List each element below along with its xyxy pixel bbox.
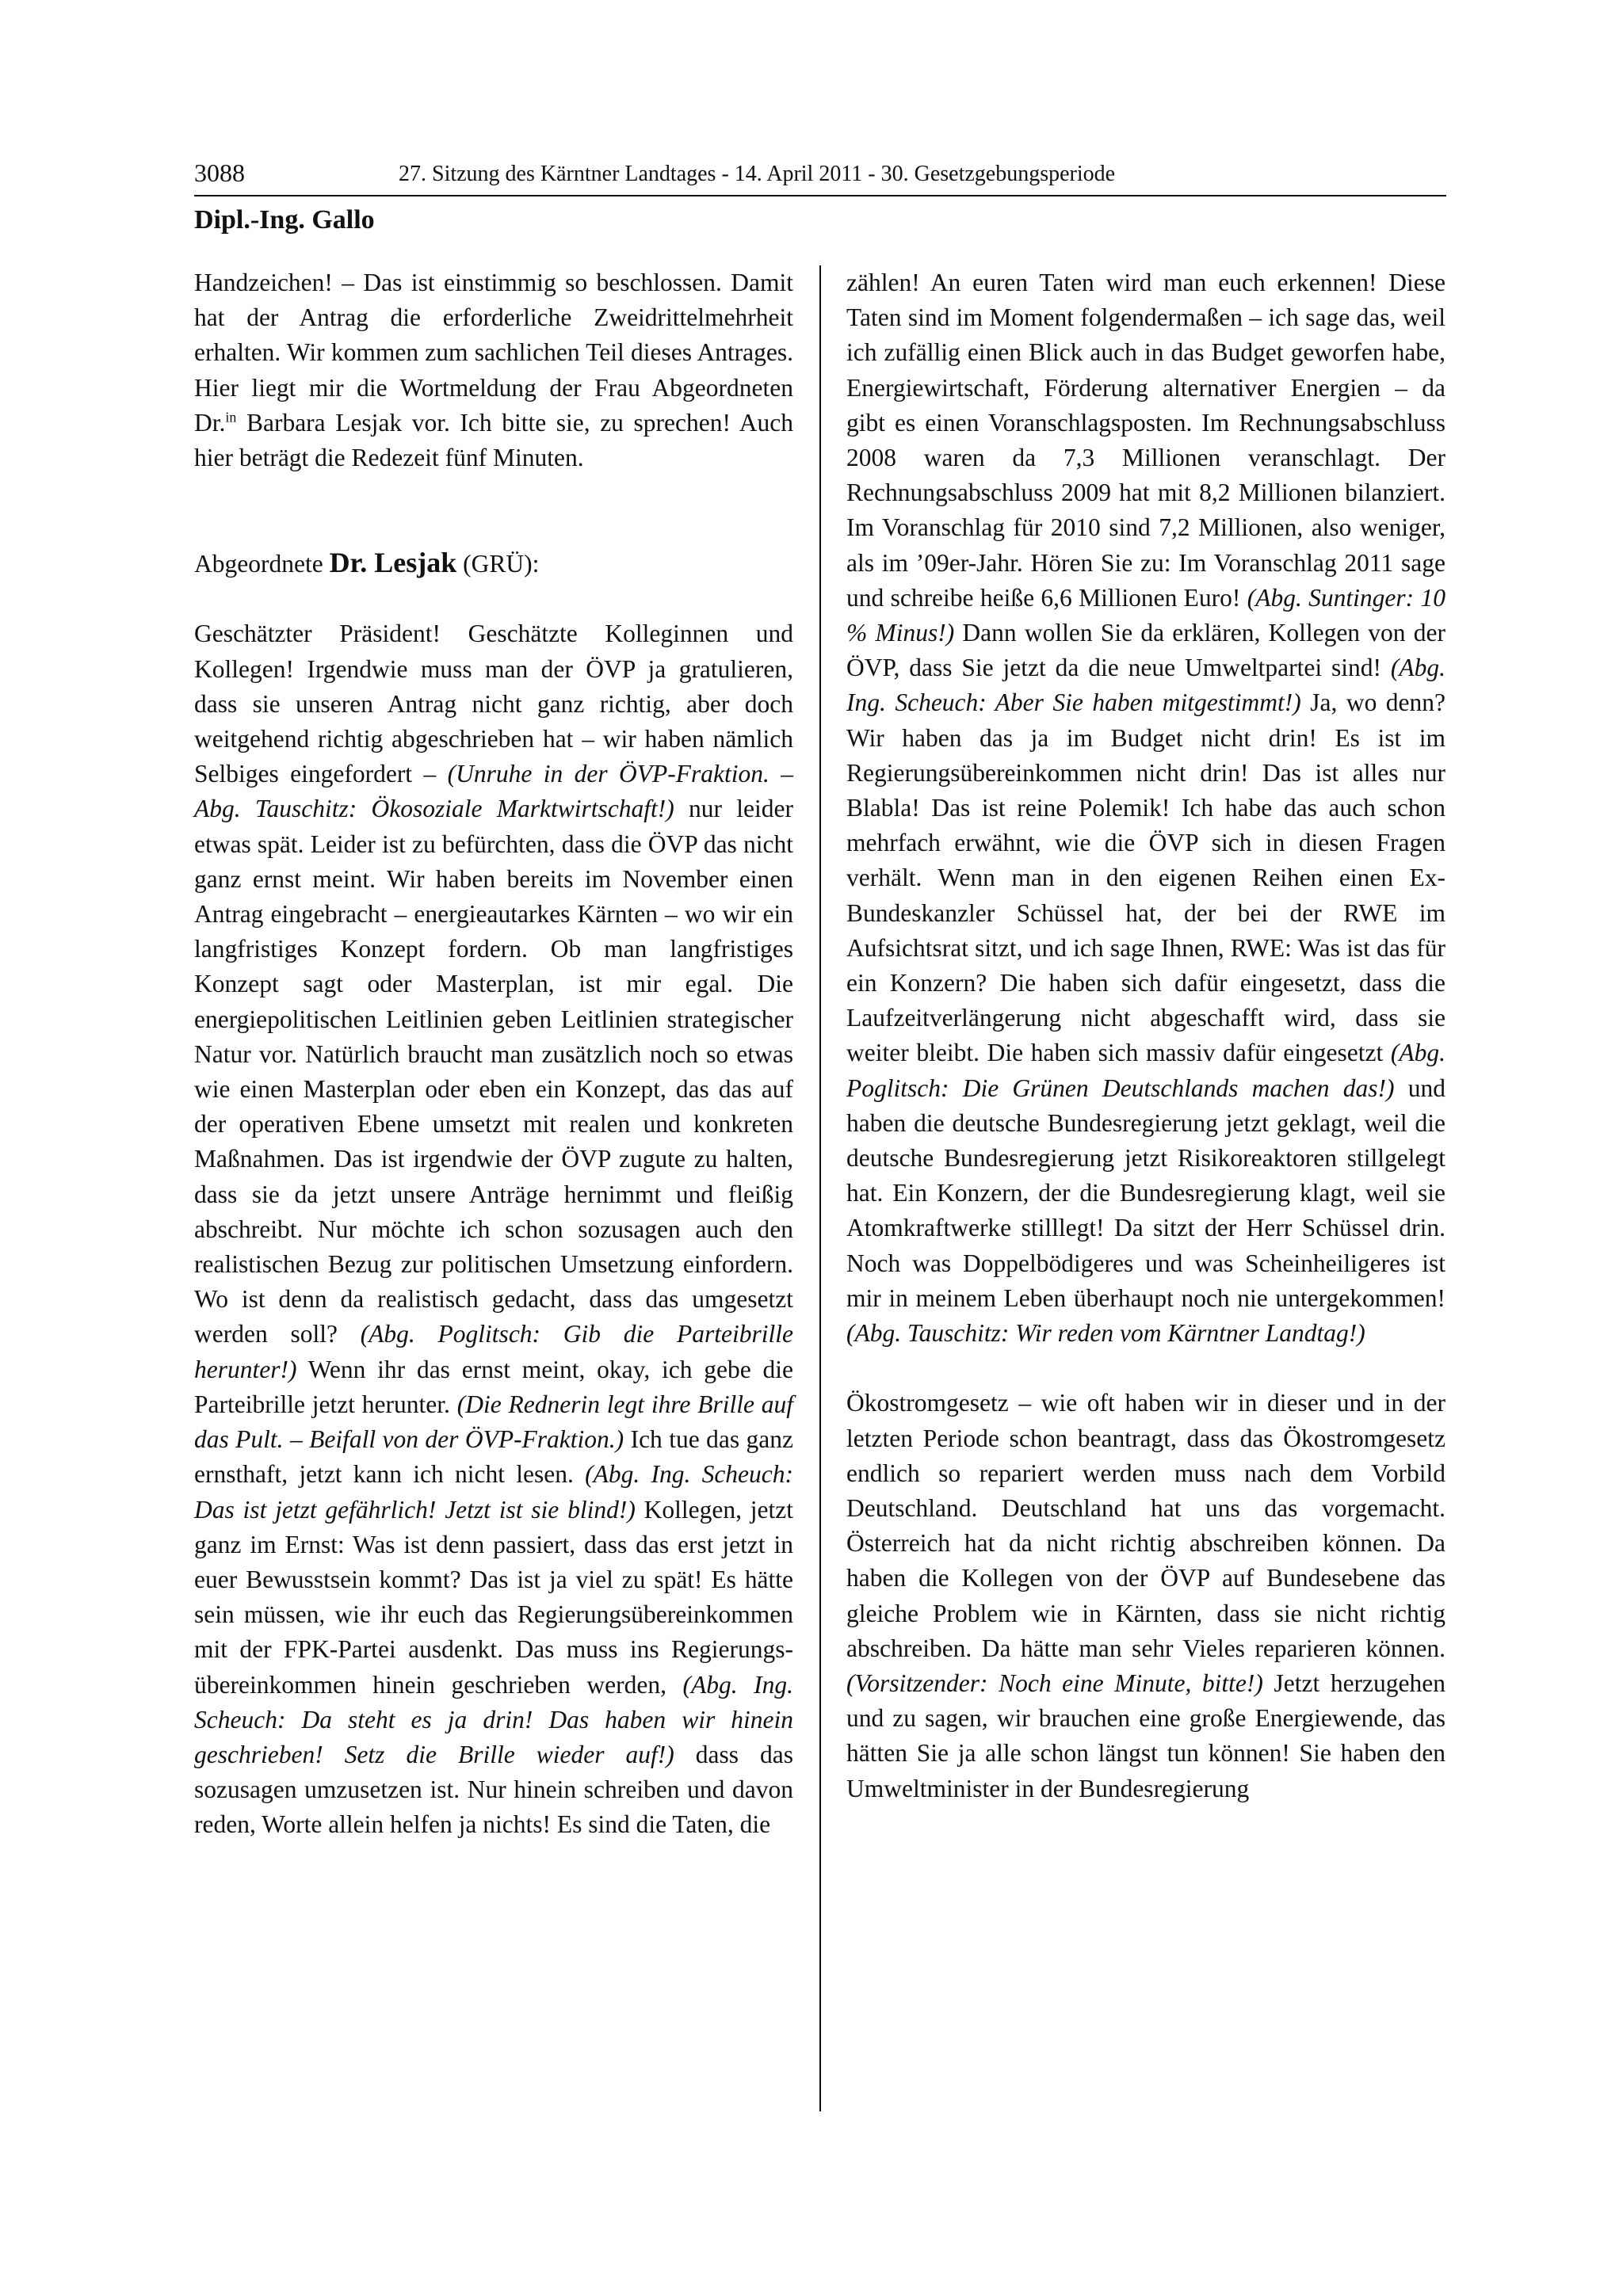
interjection: (Vorsitzender: Noch eine Minute, bitte!) bbox=[846, 1669, 1263, 1697]
speech-text: und haben die deutsche Bundesregierung jetzt geklagt, weil die deutsche Bundesregierung jetzt Risikoreaktoren stillgelegt hat. Ein Konzern, der die Bundesregierung klagt, weil sie Atomkraftwerke stilllegt! Da sitzt der Herr Schüssel drin. Noch was Doppelbödigeres und was Scheinheiligeres ist mir in meinem Leben überhaupt noch nie untergekommen! bbox=[846, 1074, 1445, 1312]
interjection: (Abg. Poglitsch: Gib die Parteibrille herunter!) bbox=[194, 1320, 793, 1383]
speech-text: Ökostromgesetz – wie oft haben wir in dieser und in der letzten Periode schon beantragt, dass das Ökostromgesetz endlich so repariert werden muss nach dem Vorbild Deutschland. Deutschland hat uns das vorgemacht. Österreich hat da nicht richtig abschreiben können. Da haben die Kollegen von der ÖVP auf Bundesebene das gleiche Problem wie in Kärnten, dass sie nicht richtig abschreiben. Da hätte man sehr Vieles reparieren können. bbox=[846, 1389, 1445, 1662]
interjection: (Abg. Tauschitz: Wir reden vom Kärntner Landtag!) bbox=[846, 1319, 1365, 1348]
interjection: (Abg. Ing. Scheuch: Aber Sie haben mitgestimmt!) bbox=[846, 654, 1445, 717]
left-column bbox=[194, 265, 793, 1843]
speech-text: Ja, wo denn? Wir haben das ja im Budget nicht drin! Es ist im Regierungsübereinkommen nicht drin! Das ist alles nur Blabla! Das ist reine Polemik! Ich habe das auch schon mehrfach erwähnt, wie die ÖVP sich in diesen Fragen verhält. Wenn man in den eigenen Reihen einen Ex-Bundeskanzler Schüssel hat, der bei der RWE im Aufsichtsrat sitzt, und ich sage Ihnen, RWE: Was ist das für ein Konzern? Die haben sich dafür eingesetzt, dass die Laufzeitverlängerung nicht abgeschafft wird, dass sie weiter bleibt. Die haben sich massiv dafür eingesetzt bbox=[846, 688, 1446, 1067]
paragraph-gap bbox=[846, 1351, 1445, 1386]
speaker-intro bbox=[194, 545, 793, 582]
speech-paragraph bbox=[194, 616, 793, 1842]
speech-text: Jetzt herzugehen und zu sagen, wir brauchen eine große Energiewende, das hätten Sie ja alle schon längst tun können! Sie haben den Umweltminister in der Bundesregierung bbox=[846, 1669, 1445, 1802]
speech-paragraph bbox=[846, 1386, 1445, 1806]
paragraph-gap bbox=[194, 582, 793, 616]
right-column bbox=[846, 265, 1445, 1806]
page-number: 3088 bbox=[194, 158, 245, 187]
running-head: 27. Sitzung des Kärntner Landtages - 14. April 2011 - 30. Gesetzgebungsperiode bbox=[399, 162, 1116, 186]
speaker-party: (GRÜ): bbox=[456, 550, 540, 578]
chair-text-1: Handzeichen! – Das ist einstimmig so beschlossen. Damit hat der Antrag die erforderliche Zweidrittelmehrheit erhalten. Wir kommen zum sachlichen Teil dieses Antrages. Hier liegt mir die Wortmeldung der Frau Abgeordneten Dr. bbox=[194, 269, 793, 437]
interjection: (Abg. Ing. Scheuch: Das ist jetzt gefährlich! Jetzt ist sie blind!) bbox=[194, 1460, 793, 1524]
header-rule bbox=[194, 195, 1446, 196]
speaker-prefix: Abgeordnete bbox=[194, 550, 330, 578]
interjection: (Abg. Suntinger: 10 % Minus!) bbox=[846, 583, 1445, 647]
speech-text: dass das sozusagen umzusetzen ist. Nur hinein schreiben und davon reden, Worte allein helfen ja nichts! Es sind die Taten, die bbox=[194, 1740, 793, 1839]
speaker-header: Dipl.-Ing. Gallo bbox=[194, 205, 375, 235]
page-header bbox=[194, 157, 1446, 201]
chair-statement bbox=[194, 265, 793, 475]
speaker-name: Dr. Lesjak bbox=[329, 547, 457, 579]
speech-text: Ich tue das ganz ernsthaft, jetzt kann ich nicht lesen. bbox=[194, 1425, 794, 1489]
chair-text-2: Barbara Lesjak vor. Ich bitte sie, zu sprechen! Auch hier beträgt die Redezeit fünf Minuten. bbox=[194, 408, 793, 472]
speech-text: Kollegen, jetzt ganz im Ernst: Was ist denn passiert, dass das erst jetzt in euer Bewusstsein kommt? Das ist ja viel zu spät! Es hätte sein müssen, wie ihr euch das Regierungsübereinkommen mit der FPK-Partei ausdenkt. Das muss ins Regierungsübereinkommen hinein geschrieben werden, bbox=[194, 1495, 793, 1699]
speech-text: nur leider etwas spät. Leider ist zu befürchten, dass die ÖVP das nicht ganz ernst meint. Wir haben bereits im November einen Antrag eingebracht – energieautarkes Kärnten – wo wir ein langfristiges Konzept fordern. Ob man langfristiges Konzept sagt oder Masterplan, ist mir egal. Die energiepolitischen Leitlinien geben Leitlinien strategischer Natur vor. Natürlich braucht man zusätzlich noch so etwas wie einen Masterplan oder eben ein Konzept, das das auf der operativen Ebene umsetzt mit realen und konkreten Maßnahmen. Das ist irgendwie der ÖVP zugute zu halten, dass sie da jetzt unsere Anträge hernimmt und fleißig abschreibt. Nur möchte ich schon sozusagen auch den realistischen Bezug zur politischen Umsetzung einfordern. Wo ist denn da realistisch gedacht, dass das umgesetzt werden soll? bbox=[194, 795, 793, 1348]
speech-text: Wenn ihr das ernst meint, okay, ich gebe die Parteibrille jetzt herunter. bbox=[194, 1355, 793, 1418]
interjection: (Die Rednerin legt ihre Brille auf das Pult. – Beifall von der ÖVP-Fraktion.) bbox=[194, 1390, 794, 1454]
speech-text: zählen! An euren Taten wird man euch erkennen! Diese Taten sind im Moment folgendermaßen – ich sage das, weil ich zufällig einen Blick auch in das Budget geworfen habe, Energiewirtschaft, Förderung alternativer Energien – da gibt es einen Voranschlagsposten. Im Rechnungsabschluss 2008 waren da 7,3 Millionen veranschlagt. Der Rechnungsabschluss 2009 hat mit 8,2 Millionen bilanziert. Im Voranschlag für 2010 sind 7,2 Millionen, also weniger, als im ’09er-Jahr. Hören Sie zu: Im Voranschlag 2011 sage und schreibe heiße 6,6 Millionen Euro! bbox=[846, 269, 1445, 612]
interjection: (Unruhe in der ÖVP-Fraktion. – Abg. Tauschitz: Ökosoziale Marktwirtschaft!) bbox=[194, 760, 793, 823]
interjection: (Abg. Ing. Scheuch: Da steht es ja drin! Das haben wir hinein geschrieben! Setz die Brille wieder auf!) bbox=[194, 1670, 793, 1768]
speech-text: Dann wollen Sie da erklären, Kollegen von der ÖVP, dass Sie jetzt da die neue Umweltpartei sind! bbox=[846, 619, 1445, 682]
column-divider bbox=[819, 265, 821, 2111]
interjection: (Abg. Poglitsch: Die Grünen Deutschlands machen das!) bbox=[846, 1039, 1445, 1102]
speech-text: Geschätzter Präsident! Geschätzte Kolleginnen und Kollegen! Irgendwie muss man der ÖVP ja gratulieren, dass sie unseren Antrag nicht ganz richtig, aber doch weitgehend richtig abgeschrieben hat – wir haben nämlich Selbiges eingefordert – bbox=[194, 620, 793, 788]
paragraph-gap bbox=[194, 475, 793, 545]
speech-paragraph bbox=[846, 265, 1445, 1351]
title-superscript: in bbox=[225, 409, 237, 425]
